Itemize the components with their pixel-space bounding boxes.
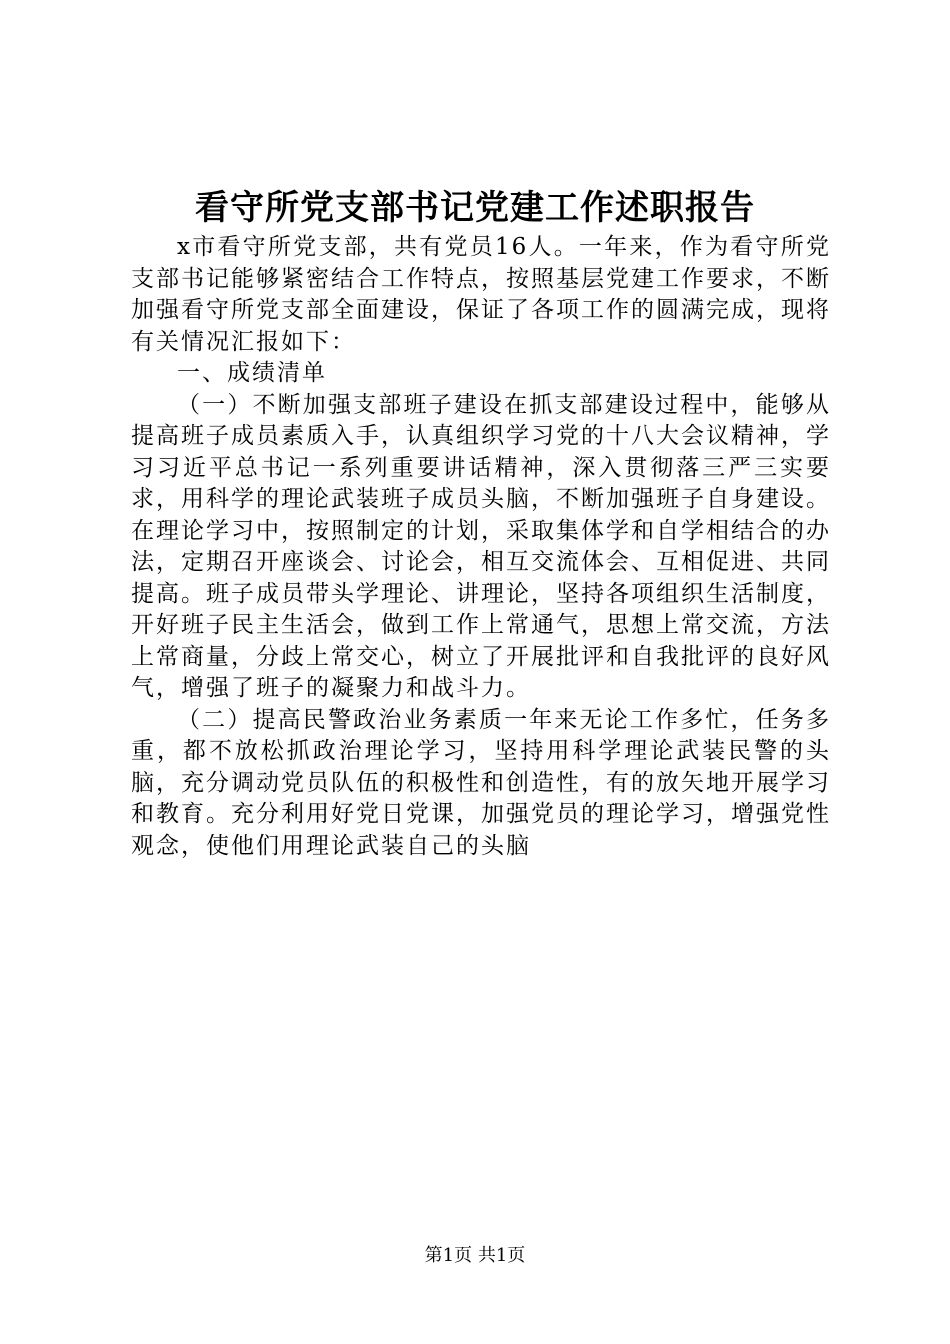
paragraph-one: （一）不断加强支部班子建设在抓支部建设过程中，能够从提高班子成员素质入手，认真组织学习党的十八大会议精神，学习习近平总书记一系列重要讲话精神，深入贯彻落三严三实要求，用科学的理论武装班子成员头脑，不断加强班子自身建设。在理论学习中，按照制定的计划，采取集体学和自学相结合的办法，定期召开座谈会、讨论会，相互交流体会、互相促进、共同提高。班子成员带头学理论、讲理论，坚持各项组织生活制度，开好班子民主生活会，做到工作上常通气，思想上常交流，方法上常商量，分歧上常交心，树立了开展批评和自我批评的良好风气，增强了班子的凝聚力和战斗力。 (131, 391, 831, 701)
document-body (131, 232, 831, 862)
section-heading: 一、成绩清单 (177, 360, 327, 386)
page-footer: 第1页 共1页 (424, 1245, 526, 1266)
intro-paragraph: x市看守所党支部，共有党员16人。一年来，作为看守所党支部书记能够紧密结合工作特点，按照基层党建工作要求，不断加强看守所党支部全面建设，保证了各项工作的圆满完成，现将有关情况汇报如下： (131, 234, 831, 355)
document-title: 看守所党支部书记党建工作述职报告 (195, 188, 755, 228)
paragraph-two: （二）提高民警政治业务素质一年来无论工作多忙，任务多重，都不放松抓政治理论学习，坚持用科学理论武装民警的头脑，充分调动党员队伍的积极性和创造性，有的放矢地开展学习和教育。充分利用好党日党课，加强党员的理论学习，增强党性观念，使他们用理论武装自己的头脑 (131, 706, 831, 859)
